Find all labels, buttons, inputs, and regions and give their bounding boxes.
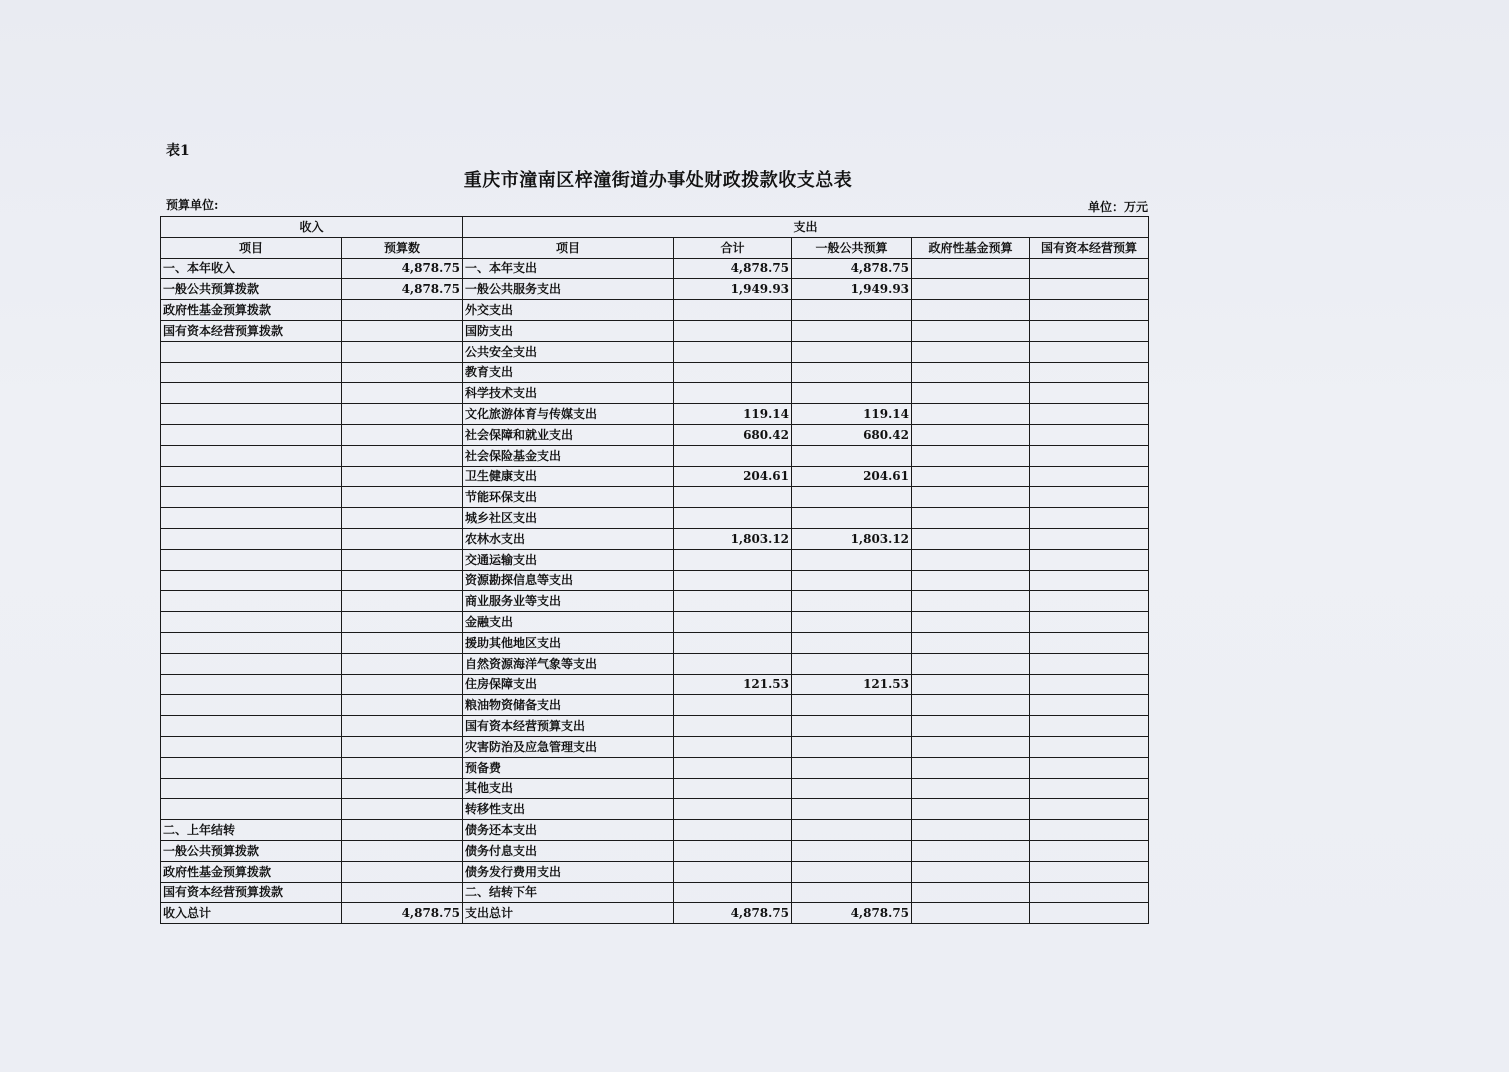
income-budget-cell: [342, 591, 463, 612]
income-item-cell: 政府性基金预算拨款: [161, 300, 342, 321]
total-cell: 1,949.93: [674, 279, 792, 300]
income-item-cell: [161, 591, 342, 612]
general-budget-cell: [792, 383, 912, 404]
total-cell: [674, 653, 792, 674]
total-cell: [674, 570, 792, 591]
general-budget-cell: [792, 341, 912, 362]
total-cell: [674, 716, 792, 737]
state-capital-budget-cell: [1030, 383, 1149, 404]
general-budget-header: 一般公共预算: [792, 237, 912, 258]
general-budget-cell: 4,878.75: [792, 258, 912, 279]
gov-fund-budget-cell: [912, 591, 1030, 612]
income-item-cell: 一、本年收入: [161, 258, 342, 279]
table-row: [161, 674, 1149, 695]
table-row: [161, 757, 1149, 778]
state-capital-budget-cell: [1030, 487, 1149, 508]
expense-item-cell: 二、结转下年: [463, 882, 674, 903]
income-budget-header: 预算数: [342, 237, 463, 258]
general-budget-cell: [792, 757, 912, 778]
table-row: [161, 383, 1149, 404]
income-budget-cell: [342, 799, 463, 820]
general-budget-cell: 1,949.93: [792, 279, 912, 300]
general-budget-cell: 121.53: [792, 674, 912, 695]
total-cell: 4,878.75: [674, 258, 792, 279]
gov-fund-budget-cell: [912, 840, 1030, 861]
state-capital-budget-cell: [1030, 258, 1149, 279]
expense-item-cell: 债务发行费用支出: [463, 861, 674, 882]
income-budget-cell: [342, 341, 463, 362]
state-capital-budget-cell: [1030, 466, 1149, 487]
income-budget-cell: [342, 632, 463, 653]
table-row: [161, 882, 1149, 903]
general-budget-cell: [792, 840, 912, 861]
total-cell: [674, 882, 792, 903]
table-row: [161, 861, 1149, 882]
total-cell: [674, 383, 792, 404]
total-cell: [674, 840, 792, 861]
table-row: [161, 716, 1149, 737]
expense-item-cell: 外交支出: [463, 300, 674, 321]
table-row: [161, 445, 1149, 466]
gov-fund-budget-cell: [912, 674, 1030, 695]
income-budget-cell: [342, 466, 463, 487]
state-capital-budget-cell: [1030, 570, 1149, 591]
state-capital-budget-cell: [1030, 778, 1149, 799]
income-budget-cell: [342, 404, 463, 425]
income-item-cell: 一般公共预算拨款: [161, 279, 342, 300]
table-row: [161, 695, 1149, 716]
total-cell: [674, 861, 792, 882]
total-cell: [674, 341, 792, 362]
total-cell: [674, 445, 792, 466]
total-cell: [674, 591, 792, 612]
total-cell: 680.42: [674, 424, 792, 445]
column-header-row: [161, 237, 1149, 258]
income-item-cell: [161, 632, 342, 653]
general-budget-cell: [792, 820, 912, 841]
general-budget-cell: 1,803.12: [792, 528, 912, 549]
general-budget-cell: [792, 716, 912, 737]
expense-item-cell: 其他支出: [463, 778, 674, 799]
expense-item-cell: 社会保障和就业支出: [463, 424, 674, 445]
table-row: [161, 258, 1149, 279]
income-budget-cell: [342, 445, 463, 466]
general-budget-cell: [792, 799, 912, 820]
table-row: [161, 820, 1149, 841]
expense-item-cell: 国防支出: [463, 320, 674, 341]
general-budget-cell: [792, 591, 912, 612]
expense-item-cell: 一、本年支出: [463, 258, 674, 279]
gov-fund-budget-cell: [912, 404, 1030, 425]
gov-fund-budget-cell: [912, 695, 1030, 716]
gov-fund-budget-cell: [912, 528, 1030, 549]
report-title: 重庆市潼南区梓潼街道办事处财政拨款收支总表: [463, 170, 853, 191]
state-capital-budget-cell: [1030, 716, 1149, 737]
income-item-cell: 国有资本经营预算拨款: [161, 320, 342, 341]
income-budget-cell: [342, 612, 463, 633]
gov-fund-budget-cell: [912, 757, 1030, 778]
total-cell: [674, 778, 792, 799]
expense-item-cell: 援助其他地区支出: [463, 632, 674, 653]
income-item-cell: [161, 362, 342, 383]
income-budget-cell: 4,878.75: [342, 258, 463, 279]
gov-fund-total-value: [912, 903, 1030, 924]
total-cell: [674, 736, 792, 757]
expense-item-cell: 卫生健康支出: [463, 466, 674, 487]
gov-fund-budget-cell: [912, 341, 1030, 362]
income-item-cell: [161, 799, 342, 820]
table-row: [161, 300, 1149, 321]
state-capital-budget-cell: [1030, 549, 1149, 570]
expense-item-cell: 预备费: [463, 757, 674, 778]
table-row: [161, 487, 1149, 508]
total-cell: [674, 799, 792, 820]
income-item-cell: [161, 404, 342, 425]
income-item-cell: [161, 528, 342, 549]
gov-fund-budget-cell: [912, 445, 1030, 466]
income-budget-cell: [342, 383, 463, 404]
table-row: [161, 736, 1149, 757]
table-row: [161, 362, 1149, 383]
income-budget-cell: [342, 757, 463, 778]
table-row: [161, 570, 1149, 591]
gov-fund-budget-cell: [912, 570, 1030, 591]
expense-item-cell: 住房保障支出: [463, 674, 674, 695]
total-cell: [674, 362, 792, 383]
general-budget-cell: [792, 736, 912, 757]
income-budget-cell: [342, 508, 463, 529]
general-budget-cell: [792, 445, 912, 466]
table-row: [161, 653, 1149, 674]
expense-item-cell: 债务还本支出: [463, 820, 674, 841]
general-budget-cell: [792, 549, 912, 570]
gov-fund-budget-cell: [912, 549, 1030, 570]
table-row: [161, 591, 1149, 612]
state-capital-budget-cell: [1030, 591, 1149, 612]
general-budget-cell: [792, 632, 912, 653]
expense-item-cell: 农林水支出: [463, 528, 674, 549]
expense-item-cell: 资源勘探信息等支出: [463, 570, 674, 591]
table-row: [161, 320, 1149, 341]
expense-item-cell: 商业服务业等支出: [463, 591, 674, 612]
state-capital-budget-cell: [1030, 320, 1149, 341]
general-budget-cell: 119.14: [792, 404, 912, 425]
gov-fund-budget-cell: [912, 424, 1030, 445]
general-budget-cell: [792, 320, 912, 341]
revenue-expenditure-table: [160, 216, 1149, 924]
total-cell: [674, 549, 792, 570]
income-budget-cell: [342, 861, 463, 882]
general-budget-total-value: 4,878.75: [792, 903, 912, 924]
income-item-cell: [161, 653, 342, 674]
gov-fund-budget-cell: [912, 383, 1030, 404]
total-cell: [674, 820, 792, 841]
state-capital-budget-cell: [1030, 612, 1149, 633]
income-item-cell: [161, 757, 342, 778]
gov-fund-budget-cell: [912, 258, 1030, 279]
table-number: 表1: [166, 143, 190, 159]
gov-fund-budget-cell: [912, 466, 1030, 487]
table-row: [161, 632, 1149, 653]
gov-fund-budget-cell: [912, 320, 1030, 341]
total-cell: 204.61: [674, 466, 792, 487]
income-budget-cell: [342, 653, 463, 674]
income-item-cell: [161, 487, 342, 508]
state-capital-budget-cell: [1030, 653, 1149, 674]
expense-item-cell: 一般公共服务支出: [463, 279, 674, 300]
total-cell: [674, 320, 792, 341]
income-item-header: 项目: [161, 237, 342, 258]
income-budget-cell: [342, 674, 463, 695]
income-budget-cell: [342, 716, 463, 737]
income-item-cell: [161, 424, 342, 445]
state-capital-budget-cell: [1030, 508, 1149, 529]
income-budget-cell: [342, 820, 463, 841]
income-item-cell: 二、上年结转: [161, 820, 342, 841]
income-budget-cell: [342, 300, 463, 321]
table-row: [161, 341, 1149, 362]
total-cell: 119.14: [674, 404, 792, 425]
table-row: [161, 424, 1149, 445]
general-budget-cell: [792, 487, 912, 508]
income-item-cell: [161, 383, 342, 404]
income-budget-cell: [342, 424, 463, 445]
general-budget-cell: [792, 861, 912, 882]
expense-item-cell: 社会保险基金支出: [463, 445, 674, 466]
income-item-cell: [161, 508, 342, 529]
general-budget-cell: [792, 508, 912, 529]
gov-fund-budget-cell: [912, 799, 1030, 820]
gov-fund-budget-cell: [912, 508, 1030, 529]
table-row: [161, 840, 1149, 861]
state-capital-budget-cell: [1030, 445, 1149, 466]
state-capital-budget-cell: [1030, 279, 1149, 300]
income-budget-cell: 4,878.75: [342, 279, 463, 300]
total-cell: 121.53: [674, 674, 792, 695]
gov-fund-budget-cell: [912, 736, 1030, 757]
total-cell: [674, 632, 792, 653]
general-budget-cell: [792, 778, 912, 799]
income-budget-cell: [342, 736, 463, 757]
total-header: 合计: [674, 237, 792, 258]
gov-fund-budget-cell: [912, 362, 1030, 383]
group-header-row: [161, 217, 1149, 238]
expense-item-cell: 节能环保支出: [463, 487, 674, 508]
gov-fund-budget-cell: [912, 778, 1030, 799]
income-budget-cell: [342, 362, 463, 383]
income-budget-cell: [342, 487, 463, 508]
expense-item-cell: 科学技术支出: [463, 383, 674, 404]
income-item-cell: [161, 570, 342, 591]
state-capital-budget-cell: [1030, 757, 1149, 778]
income-item-cell: [161, 549, 342, 570]
table-row: [161, 508, 1149, 529]
expense-item-cell: 粮油物资储备支出: [463, 695, 674, 716]
expense-item-cell: 金融支出: [463, 612, 674, 633]
table-row: [161, 799, 1149, 820]
table-row: [161, 279, 1149, 300]
total-cell: 1,803.12: [674, 528, 792, 549]
gov-fund-budget-cell: [912, 653, 1030, 674]
income-budget-cell: [342, 549, 463, 570]
budget-unit-label: 预算单位:: [166, 198, 219, 212]
general-budget-cell: [792, 570, 912, 591]
gov-fund-budget-cell: [912, 882, 1030, 903]
income-item-cell: [161, 445, 342, 466]
general-budget-cell: [792, 612, 912, 633]
state-capital-budget-cell: [1030, 882, 1149, 903]
general-budget-cell: [792, 882, 912, 903]
state-capital-budget-cell: [1030, 861, 1149, 882]
income-budget-cell: [342, 695, 463, 716]
expense-item-cell: 文化旅游体育与传媒支出: [463, 404, 674, 425]
state-capital-budget-cell: [1030, 632, 1149, 653]
income-item-cell: [161, 778, 342, 799]
currency-unit-label: 单位：万元: [1088, 200, 1149, 214]
income-item-cell: [161, 466, 342, 487]
state-capital-budget-cell: [1030, 820, 1149, 841]
table-row: [161, 612, 1149, 633]
expense-item-cell: 城乡社区支出: [463, 508, 674, 529]
state-capital-budget-cell: [1030, 362, 1149, 383]
expense-total-value: 4,878.75: [674, 903, 792, 924]
gov-fund-budget-cell: [912, 861, 1030, 882]
state-capital-budget-cell: [1030, 736, 1149, 757]
expense-item-cell: 债务付息支出: [463, 840, 674, 861]
income-item-cell: [161, 341, 342, 362]
total-cell: [674, 508, 792, 529]
total-cell: [674, 612, 792, 633]
general-budget-cell: [792, 362, 912, 383]
table-row: [161, 528, 1149, 549]
state-capital-total-value: [1030, 903, 1149, 924]
gov-fund-budget-cell: [912, 300, 1030, 321]
income-item-cell: [161, 612, 342, 633]
expense-item-header: 项目: [463, 237, 674, 258]
state-capital-budget-cell: [1030, 404, 1149, 425]
income-budget-cell: [342, 320, 463, 341]
table-row: [161, 549, 1149, 570]
total-cell: [674, 487, 792, 508]
table-row: [161, 778, 1149, 799]
income-item-cell: [161, 716, 342, 737]
state-capital-budget-cell: [1030, 424, 1149, 445]
state-capital-budget-cell: [1030, 695, 1149, 716]
expense-item-cell: 国有资本经营预算支出: [463, 716, 674, 737]
table-row: [161, 404, 1149, 425]
state-capital-budget-cell: [1030, 840, 1149, 861]
state-capital-budget-cell: [1030, 528, 1149, 549]
expense-total-label: 支出总计: [463, 903, 674, 924]
gov-fund-budget-header: 政府性基金预算: [912, 237, 1030, 258]
total-cell: [674, 300, 792, 321]
expense-item-cell: 自然资源海洋气象等支出: [463, 653, 674, 674]
income-budget-cell: [342, 570, 463, 591]
expense-group-header: 支出: [463, 217, 1149, 238]
expense-item-cell: 教育支出: [463, 362, 674, 383]
general-budget-cell: 204.61: [792, 466, 912, 487]
total-cell: [674, 757, 792, 778]
table-row: [161, 466, 1149, 487]
state-capital-budget-header: 国有资本经营预算: [1030, 237, 1149, 258]
income-item-cell: 一般公共预算拨款: [161, 840, 342, 861]
income-item-cell: 国有资本经营预算拨款: [161, 882, 342, 903]
income-item-cell: [161, 736, 342, 757]
gov-fund-budget-cell: [912, 279, 1030, 300]
gov-fund-budget-cell: [912, 820, 1030, 841]
state-capital-budget-cell: [1030, 799, 1149, 820]
gov-fund-budget-cell: [912, 487, 1030, 508]
income-budget-cell: [342, 882, 463, 903]
income-budget-cell: [342, 528, 463, 549]
income-item-cell: 政府性基金预算拨款: [161, 861, 342, 882]
state-capital-budget-cell: [1030, 341, 1149, 362]
gov-fund-budget-cell: [912, 632, 1030, 653]
general-budget-cell: 680.42: [792, 424, 912, 445]
expense-item-cell: 灾害防治及应急管理支出: [463, 736, 674, 757]
income-item-cell: [161, 674, 342, 695]
general-budget-cell: [792, 300, 912, 321]
general-budget-cell: [792, 653, 912, 674]
general-budget-cell: [792, 695, 912, 716]
gov-fund-budget-cell: [912, 716, 1030, 737]
gov-fund-budget-cell: [912, 612, 1030, 633]
expense-item-cell: 转移性支出: [463, 799, 674, 820]
income-group-header: 收入: [161, 217, 463, 238]
income-budget-cell: [342, 840, 463, 861]
totals-row: [161, 903, 1149, 924]
income-total-value: 4,878.75: [342, 903, 463, 924]
state-capital-budget-cell: [1030, 674, 1149, 695]
state-capital-budget-cell: [1030, 300, 1149, 321]
income-budget-cell: [342, 778, 463, 799]
total-cell: [674, 695, 792, 716]
expense-item-cell: 交通运输支出: [463, 549, 674, 570]
income-total-label: 收入总计: [161, 903, 342, 924]
income-item-cell: [161, 695, 342, 716]
expense-item-cell: 公共安全支出: [463, 341, 674, 362]
